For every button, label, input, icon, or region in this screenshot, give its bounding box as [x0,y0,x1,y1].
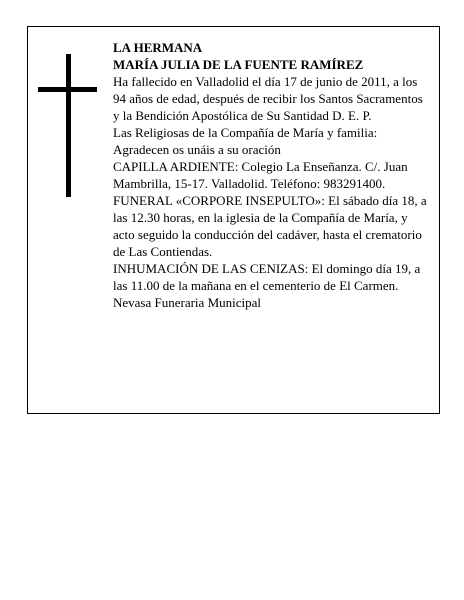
latin-cross-icon [38,54,97,197]
burial-details: INHUMACIÓN DE LAS CENIZAS: El domingo día 19, a las 11.00 de la mañana en el cementerio de El Carmen. [113,261,421,293]
wake-details: CAPILLA ARDIENTE: Colegio La Enseñanza. C/. Juan Mambrilla, 15-17. Valladolid. Teléfono: 983291400. [113,159,408,191]
prayer-request: Agradecen os unáis a su oración [113,142,281,157]
funeral-details: FUNERAL «CORPORE INSEPULTO»: El sábado día 18, a las 12.30 horas, en la iglesia de la Compañía de María, y acto seguido la conducción del cadáver, hasta el crematorio de Las Contiendas. [113,193,427,259]
deceased-name: MARÍA JULIA DE LA FUENTE RAMÍREZ [113,57,364,72]
cross-vertical-bar [66,54,71,197]
obituary-text [113,39,431,311]
heading-line-1: LA HERMANA [113,40,203,55]
funeral-home: Nevasa Funeraria Municipal [113,295,262,310]
family-line: Las Religiosas de la Compañía de María y familia: [113,125,378,140]
cross-horizontal-bar [38,87,97,92]
death-announcement: Ha fallecido en Valladolid el día 17 de junio de 2011, a los 94 años de edad, después de recibir los Santos Sacramentos y la Bendición Apostólica de Su Santidad D. E. P. [113,74,423,123]
